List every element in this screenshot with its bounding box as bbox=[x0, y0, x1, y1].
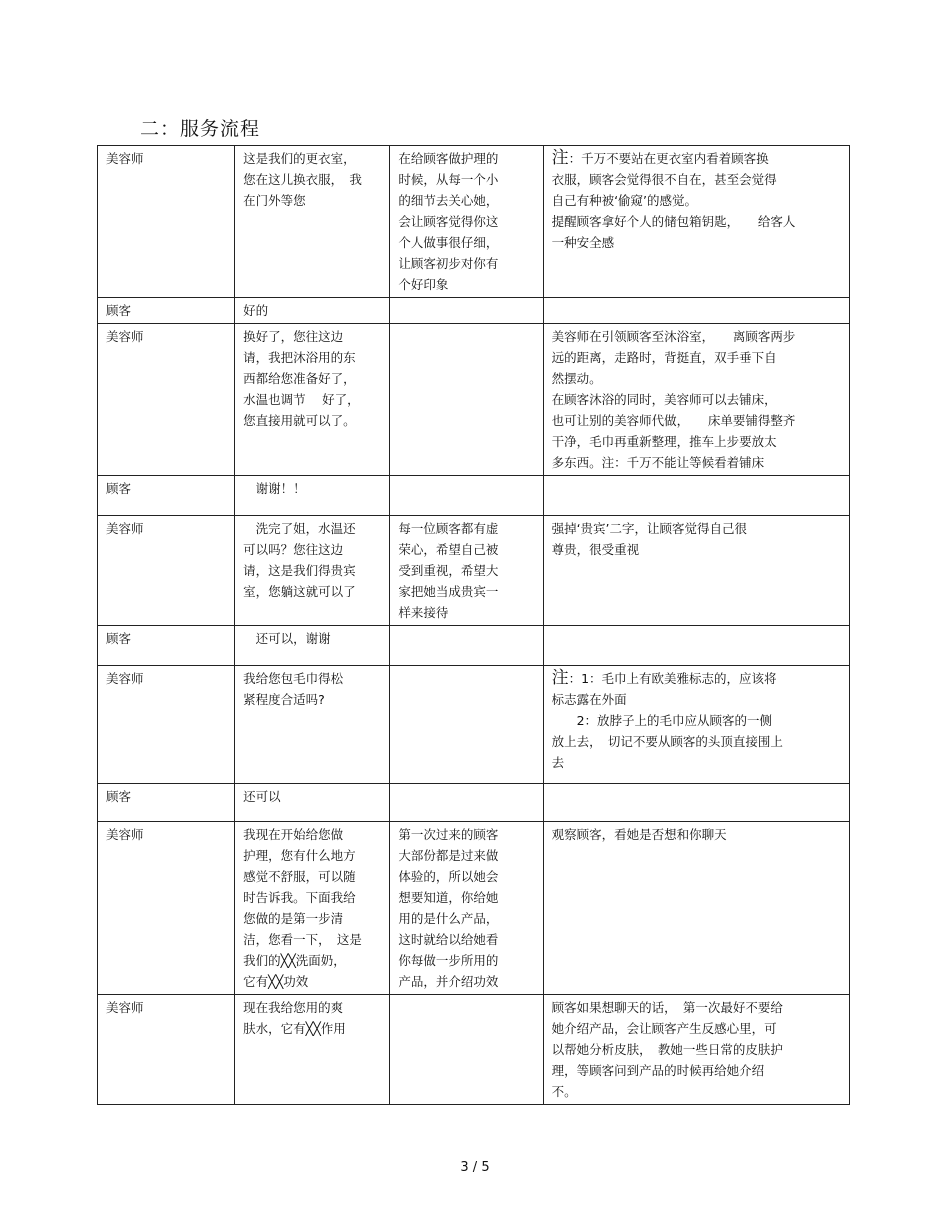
cell-line: 这是我们的更衣室， bbox=[243, 151, 356, 166]
cell-line: 2：放脖子上的毛巾应从顾客的一侧 bbox=[551, 713, 773, 728]
cell-line: 您做的是第一步清 bbox=[243, 911, 344, 926]
cell-line: 想要知道，你给她 bbox=[398, 890, 499, 905]
cell-line: 在门外等您 bbox=[243, 193, 306, 208]
note-cell bbox=[543, 476, 849, 516]
cell-line: 我们的╳╳洗面奶， bbox=[243, 953, 346, 968]
cell-line: 可以吗？您往这边 bbox=[243, 542, 344, 557]
note-cell bbox=[543, 324, 849, 476]
service-flow-table bbox=[97, 145, 850, 1105]
cell-line: 好的 bbox=[243, 303, 269, 318]
role-cell: 美容师 bbox=[98, 324, 235, 476]
cell-line: 顾客如果想聊天的话， 第一次最好不要给 bbox=[551, 1000, 783, 1015]
note-text: ：千万不要站在更衣室内看着顾客换 bbox=[568, 151, 769, 166]
cell-line: 不。 bbox=[551, 1084, 577, 1099]
note-cell bbox=[543, 666, 849, 784]
cell-line: 在给顾客做护理的 bbox=[398, 151, 499, 166]
cell-line: 体验的，所以她会 bbox=[398, 869, 499, 884]
table-row bbox=[98, 784, 850, 822]
role-cell: 美容师 bbox=[98, 995, 235, 1105]
cell-line: 自己有种被‘偷窥’的感觉。 bbox=[551, 193, 698, 208]
note-cell bbox=[543, 146, 849, 298]
cell-line: 现在我给您用的爽 bbox=[243, 1000, 344, 1015]
cell-line: 护理，您有什么地方 bbox=[243, 848, 356, 863]
cell-line: 您在这儿换衣服， 我 bbox=[243, 172, 362, 187]
table-row bbox=[98, 324, 850, 476]
note-cell bbox=[543, 298, 849, 324]
speech-cell bbox=[235, 822, 390, 995]
cell-line: 你每做一步所用的 bbox=[398, 953, 499, 968]
purpose-cell bbox=[390, 666, 543, 784]
cell-line bbox=[552, 668, 841, 689]
cell-line: 荣心，希望自己被 bbox=[398, 542, 499, 557]
cell-line: 干净，毛巾再重新整理，推车上步要放太 bbox=[551, 434, 777, 449]
cell-line: 每一位顾客都有虚 bbox=[398, 521, 499, 536]
cell-line: 会让顾客觉得你这 bbox=[398, 214, 499, 229]
cell-line: 它有╳╳功效 bbox=[243, 974, 309, 989]
note-text: ：1：毛巾上有欧美雅标志的，应该将 bbox=[568, 671, 777, 686]
role-cell: 顾客 bbox=[98, 298, 235, 324]
speech-cell bbox=[235, 995, 390, 1105]
cell-line: 衣服，顾客会觉得很不自在，甚至会觉得 bbox=[551, 172, 777, 187]
role-cell: 顾客 bbox=[98, 626, 235, 666]
speech-cell bbox=[235, 298, 390, 324]
cell-line: 第一次过来的顾客 bbox=[398, 827, 499, 842]
cell-line: 观察顾客，看她是否想和你聊天 bbox=[551, 827, 727, 842]
cell-line: 理，等顾客问到产品的时候再给她介绍 bbox=[551, 1063, 765, 1078]
cell-line: 然摆动。 bbox=[551, 371, 602, 386]
speech-cell bbox=[235, 516, 390, 626]
cell-line: 洗完了姐，水温还 bbox=[243, 521, 356, 536]
cell-line: 标志露在外面 bbox=[551, 692, 627, 707]
cell-line: 的细节去关心她， bbox=[398, 193, 499, 208]
purpose-cell bbox=[390, 626, 543, 666]
cell-line: 还可以 bbox=[243, 789, 281, 804]
table-row bbox=[98, 146, 850, 298]
cell-line: 感觉不舒服，可以随 bbox=[243, 869, 356, 884]
section-heading: 二：服务流程 bbox=[140, 118, 261, 140]
role-cell: 顾客 bbox=[98, 476, 235, 516]
cell-line: 大部份都是过来做 bbox=[398, 848, 499, 863]
cell-line: 美容师在引领顾客至沐浴室， 离顾客两步 bbox=[551, 329, 796, 344]
table-row bbox=[98, 666, 850, 784]
speech-cell bbox=[235, 784, 390, 822]
purpose-cell bbox=[390, 324, 543, 476]
cell-line: 室，您躺这就可以了 bbox=[243, 584, 356, 599]
speech-cell bbox=[235, 476, 390, 516]
table-row bbox=[98, 995, 850, 1105]
cell-line: 请，我把沐浴用的东 bbox=[243, 350, 356, 365]
cell-line: 样来接待 bbox=[398, 605, 449, 620]
cell-line: 家把她当成贵宾一 bbox=[398, 584, 499, 599]
cell-line: 您直接用就可以了。 bbox=[243, 413, 356, 428]
cell-line: 受到重视，希望大 bbox=[398, 563, 499, 578]
cell-line: 时候，从每一个小 bbox=[398, 172, 499, 187]
cell-line: 还可以，谢谢 bbox=[243, 631, 331, 646]
cell-line: 远的距离，走路时，背挺直，双手垂下自 bbox=[551, 350, 777, 365]
note-cell bbox=[543, 626, 849, 666]
speech-cell bbox=[235, 146, 390, 298]
cell-line: 请，这是我们得贵宾 bbox=[243, 563, 356, 578]
note-cell bbox=[543, 784, 849, 822]
service-flow-table-body bbox=[98, 146, 850, 1105]
cell-line: 洁，您看一下， 这是 bbox=[243, 932, 362, 947]
cell-line: 用的是什么产品， bbox=[398, 911, 499, 926]
cell-line: 放上去， 切记不要从顾客的头顶直接围上 bbox=[551, 734, 783, 749]
purpose-cell bbox=[390, 995, 543, 1105]
cell-line bbox=[552, 148, 841, 169]
role-cell: 美容师 bbox=[98, 822, 235, 995]
cell-line: 我现在开始给您做 bbox=[243, 827, 344, 842]
cell-line: 产品，并介绍功效 bbox=[398, 974, 499, 989]
cell-line: 多东西。注：千万不能让等候看着铺床 bbox=[551, 455, 765, 470]
cell-line: 尊贵，很受重视 bbox=[551, 542, 640, 557]
purpose-cell bbox=[390, 516, 543, 626]
cell-line: 去 bbox=[551, 755, 565, 770]
speech-cell bbox=[235, 666, 390, 784]
role-cell: 美容师 bbox=[98, 146, 235, 298]
table-row bbox=[98, 822, 850, 995]
speech-cell bbox=[235, 626, 390, 666]
table-row bbox=[98, 298, 850, 324]
role-cell: 顾客 bbox=[98, 784, 235, 822]
cell-line: 以帮她分析皮肤， 教她一些日常的皮肤护 bbox=[551, 1042, 783, 1057]
cell-line: 紧程度合适吗? bbox=[243, 692, 325, 707]
cell-line: 换好了，您往这边 bbox=[243, 329, 344, 344]
note-cell bbox=[543, 822, 849, 995]
cell-line: 也可让别的美容师代做， 床单要铺得整齐 bbox=[551, 413, 796, 428]
cell-line: 在顾客沐浴的同时，美容师可以去铺床， bbox=[551, 392, 777, 407]
cell-line: 强掉‘贵宾’二字，让顾客觉得自己很 bbox=[551, 521, 748, 536]
role-cell: 美容师 bbox=[98, 666, 235, 784]
note-marker: 注 bbox=[551, 148, 569, 168]
role-cell: 美容师 bbox=[98, 516, 235, 626]
purpose-cell bbox=[390, 298, 543, 324]
purpose-cell bbox=[390, 146, 543, 298]
cell-line: 西都给您准备好了， bbox=[243, 371, 356, 386]
note-cell bbox=[543, 995, 849, 1105]
cell-line: 让顾客初步对你有 bbox=[398, 256, 499, 271]
cell-line: 一种安全感 bbox=[551, 235, 615, 250]
cell-line: 时告诉我。下面我给 bbox=[243, 890, 356, 905]
cell-line: 个人做事很仔细， bbox=[398, 235, 499, 250]
cell-line: 提醒顾客拿好个人的储包箱钥匙， 给客人 bbox=[551, 214, 796, 229]
page-indicator: 3 / 5 bbox=[460, 1160, 490, 1175]
table-row bbox=[98, 626, 850, 666]
speech-cell bbox=[235, 324, 390, 476]
cell-line: 她介绍产品，会让顾客产生反感心里，可 bbox=[551, 1021, 777, 1036]
table-row bbox=[98, 476, 850, 516]
purpose-cell bbox=[390, 476, 543, 516]
note-marker: 注 bbox=[551, 668, 569, 688]
cell-line: 肤水，它有╳╳作用 bbox=[243, 1021, 346, 1036]
purpose-cell bbox=[390, 784, 543, 822]
table-row bbox=[98, 516, 850, 626]
purpose-cell bbox=[390, 822, 543, 995]
cell-line: 谢谢！！ bbox=[243, 481, 306, 496]
cell-line: 个好印象 bbox=[398, 277, 449, 292]
cell-line: 水温也调节 好了， bbox=[243, 392, 360, 407]
cell-line: 我给您包毛巾得松 bbox=[243, 671, 344, 686]
cell-line: 这时就给以给她看 bbox=[398, 932, 499, 947]
note-cell bbox=[543, 516, 849, 626]
